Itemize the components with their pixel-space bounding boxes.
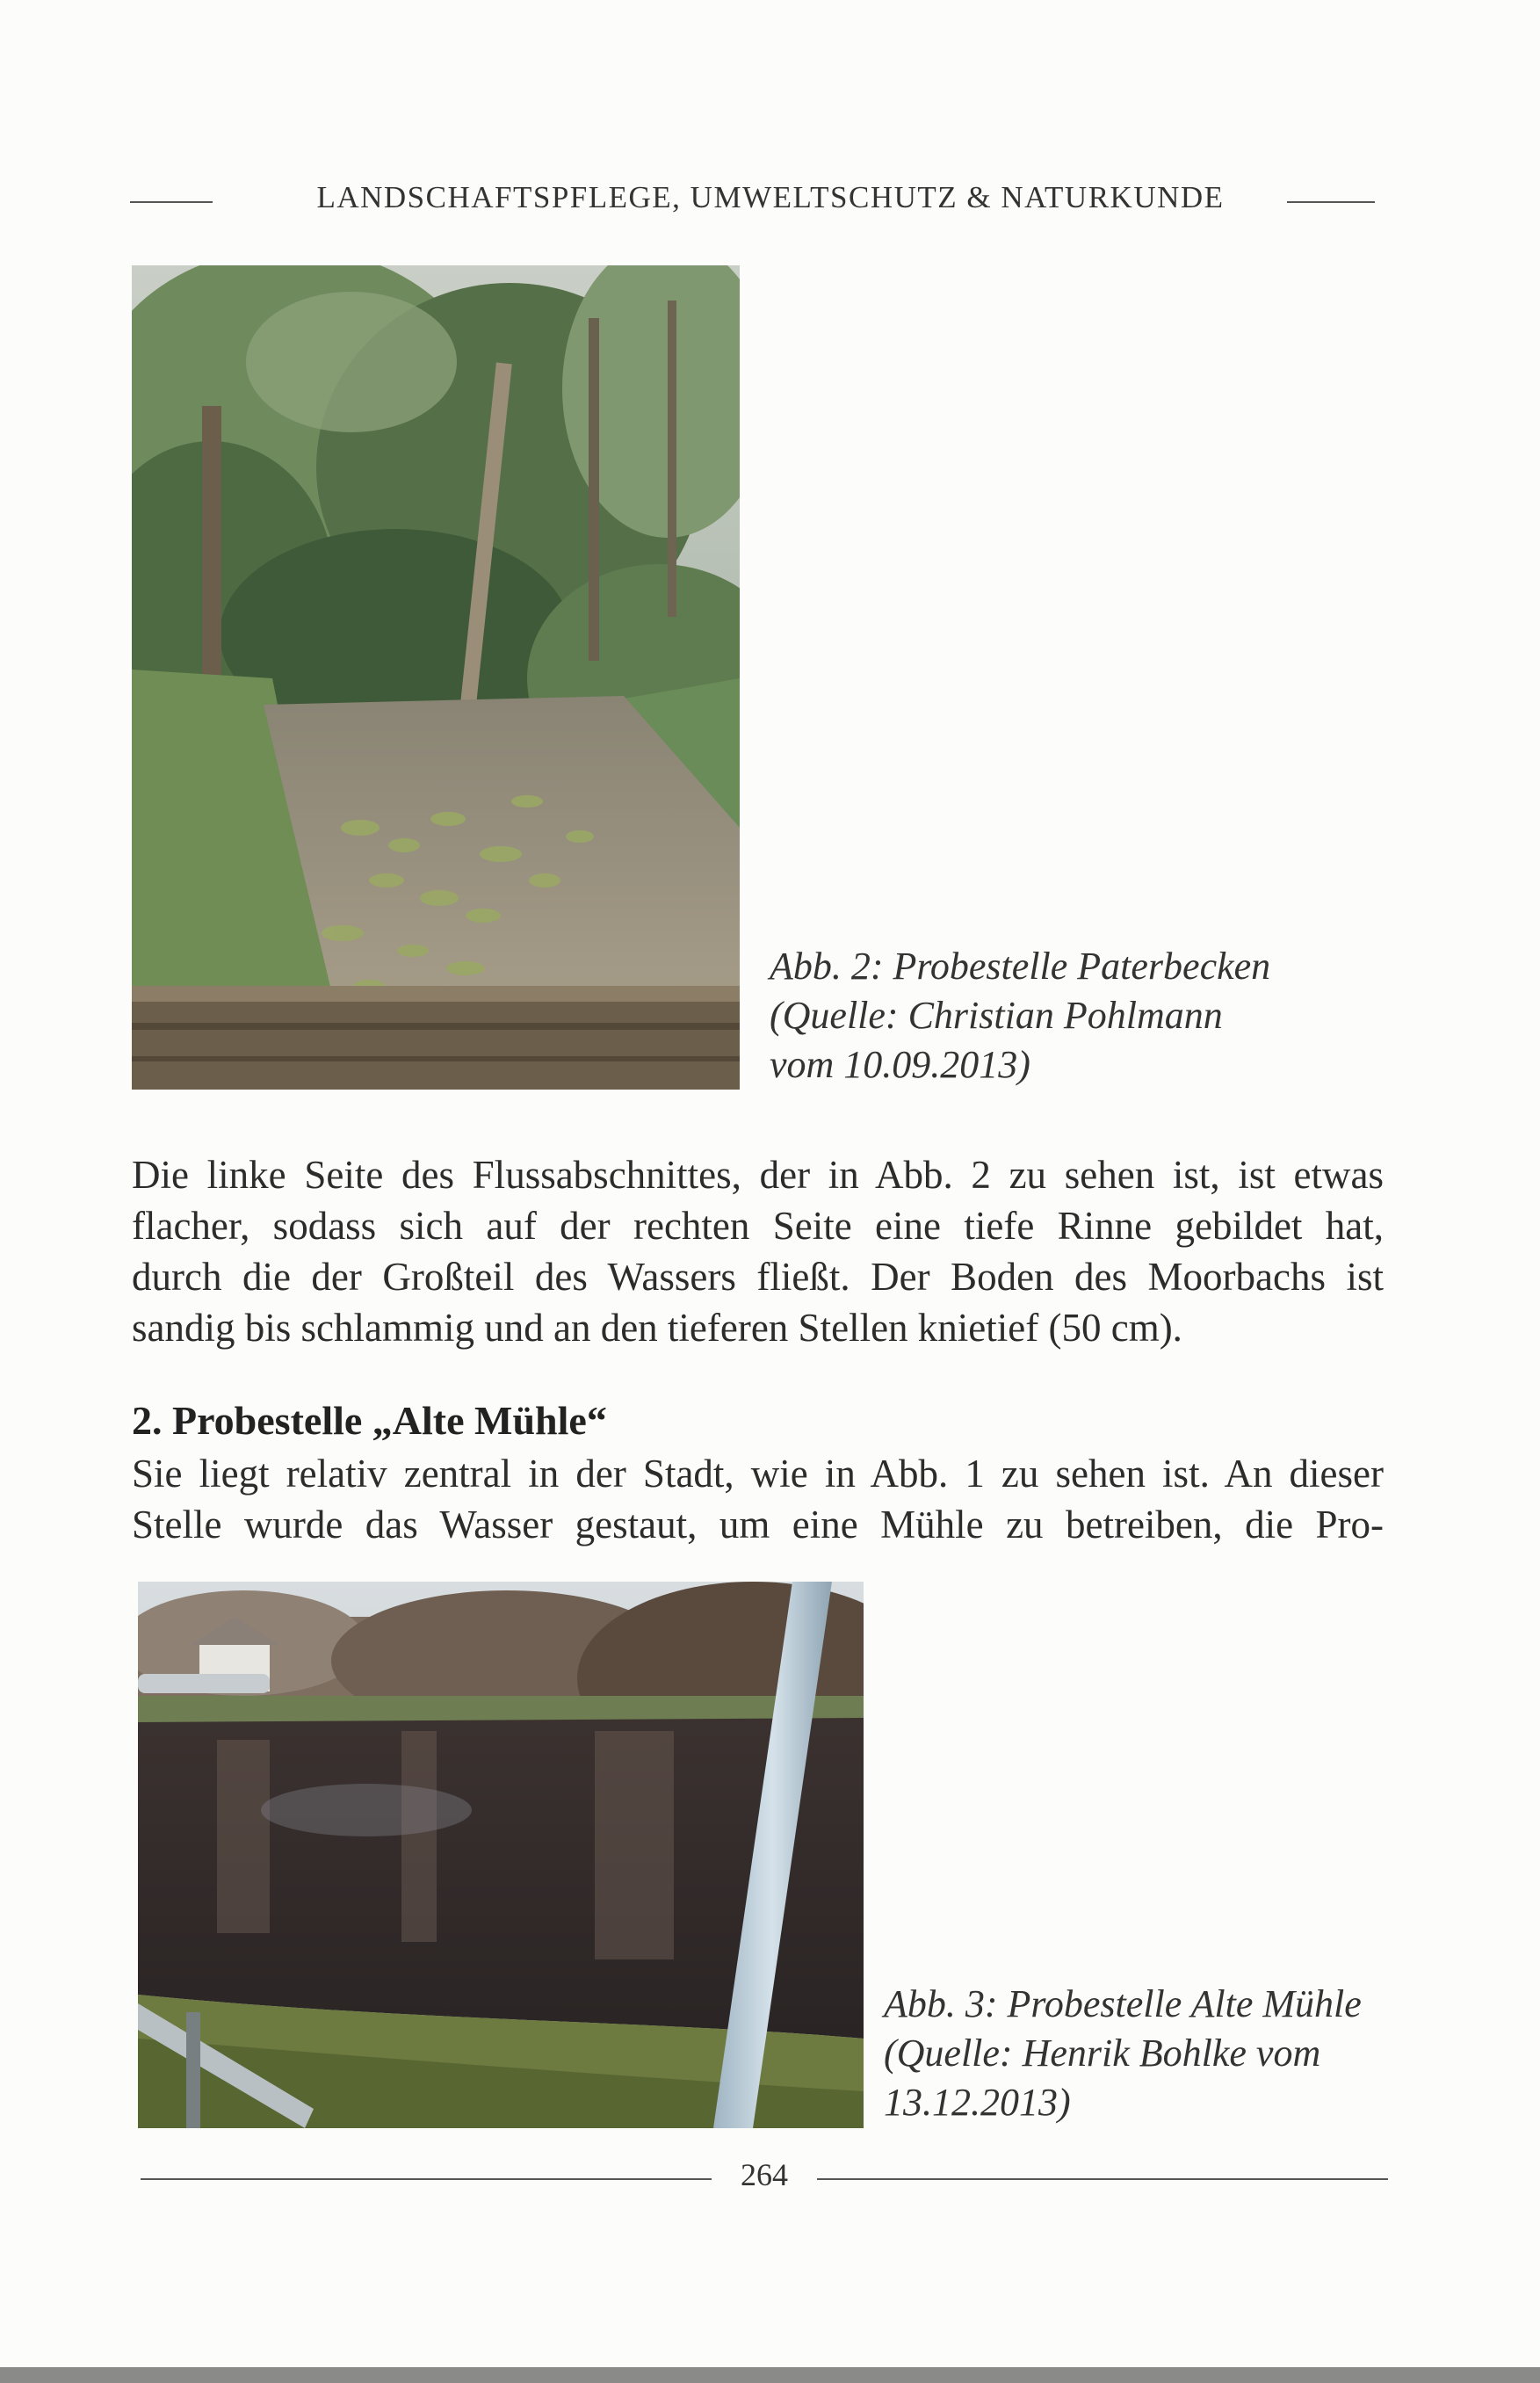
text-line: sandig bis schlammig und an den tieferen Stellen knietief (50 cm). bbox=[132, 1306, 1182, 1350]
figure-3-caption bbox=[884, 1980, 1362, 2127]
footer-rule-right bbox=[817, 2178, 1388, 2180]
figure-2-caption bbox=[770, 942, 1270, 1090]
text-line: durch die der Großteil des Wassers fließt. Der Boden des Moorbachs ist bbox=[132, 1255, 1384, 1299]
caption-line: vom 10.09.2013) bbox=[770, 1043, 1030, 1086]
caption-line: 13.12.2013) bbox=[884, 2081, 1071, 2124]
running-header: LANDSCHAFTSPFLEGE, UMWELTSCHUTZ & NATURKUNDE bbox=[316, 180, 1225, 214]
page-number: 264 bbox=[741, 2157, 788, 2192]
caption-line: (Quelle: Henrik Bohlke vom bbox=[884, 2032, 1321, 2075]
text-line: flacher, sodass sich auf der rechten Seite eine tiefe Rinne gebildet hat, bbox=[132, 1204, 1384, 1248]
caption-line: Abb. 3: Probestelle Alte Mühle bbox=[884, 1982, 1362, 2025]
body-paragraph-1 bbox=[132, 1149, 1384, 1353]
text-line: Sie liegt relativ zentral in der Stadt, wie in Abb. 1 zu sehen ist. An dieser bbox=[132, 1452, 1384, 1496]
caption-line: (Quelle: Christian Pohlmann bbox=[770, 994, 1223, 1037]
figure-3-photo bbox=[138, 1582, 864, 2128]
text-line: Die linke Seite des Flussabschnittes, der in Abb. 2 zu sehen ist, ist etwas bbox=[132, 1153, 1384, 1197]
caption-line: Abb. 2: Probestelle Paterbecken bbox=[770, 945, 1271, 988]
figure-2-photo bbox=[132, 265, 740, 1090]
header-rule-right bbox=[1287, 201, 1375, 203]
section-heading: 2. Probestelle „Alte Mühle“ bbox=[132, 1398, 607, 1443]
text-line: Stelle wurde das Wasser gestaut, um eine Mühle zu betreiben, die Pro- bbox=[132, 1503, 1384, 1546]
header-rule-left bbox=[130, 201, 213, 203]
body-paragraph-2 bbox=[132, 1448, 1384, 1550]
footer-rule-left bbox=[141, 2178, 712, 2180]
scan-bottom-edge bbox=[0, 2367, 1540, 2383]
